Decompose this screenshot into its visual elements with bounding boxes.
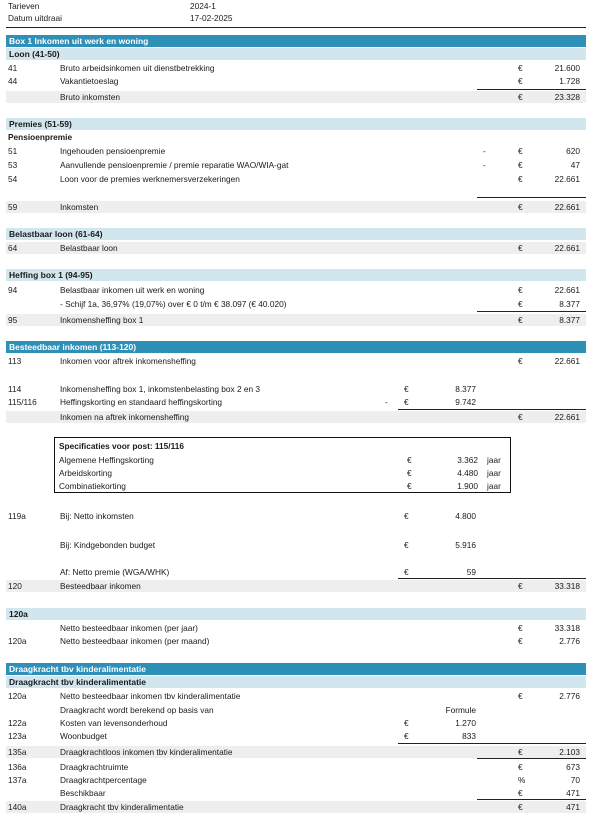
euro-sign: € xyxy=(518,63,523,73)
subsection-heffing: Heffing box 1 (94-95) xyxy=(6,269,586,281)
row-amount: 21.600 xyxy=(554,63,580,73)
euro-sign: € xyxy=(518,202,523,212)
spec-box xyxy=(54,437,511,493)
euro-sign: € xyxy=(404,511,409,521)
spec-amount: 4.480 xyxy=(457,468,478,478)
table-row xyxy=(6,730,586,742)
euro-sign: € xyxy=(407,468,412,478)
subheading-text: Pensioenpremie xyxy=(8,132,73,142)
row-code: 51 xyxy=(8,146,18,156)
sum-line xyxy=(477,197,586,198)
row-amount: 23.328 xyxy=(554,92,580,102)
euro-sign: € xyxy=(518,412,523,422)
table-row xyxy=(6,761,586,773)
table-row xyxy=(6,622,586,634)
row-desc: Belastbaar inkomen uit werk en woning xyxy=(60,285,205,295)
row-amount: 47 xyxy=(570,160,580,170)
spec-title: Specificaties voor post: 115/116 xyxy=(59,441,184,451)
table-row xyxy=(6,173,586,185)
row-amount: 70 xyxy=(570,775,580,785)
euro-sign: € xyxy=(518,146,523,156)
row-desc: Beschikbaar xyxy=(60,788,106,798)
row-amount: 22.661 xyxy=(554,356,580,366)
subsection-premies: Premies (51-59) xyxy=(6,118,586,130)
row-amount: 833 xyxy=(462,731,476,741)
euro-sign: € xyxy=(518,315,523,325)
row-code: 135a xyxy=(8,747,27,757)
row-code: 41 xyxy=(8,63,18,73)
spec-desc: Arbeidskorting xyxy=(59,468,113,478)
total-row xyxy=(6,314,586,326)
row-code: 140a xyxy=(8,802,27,812)
sum-line xyxy=(477,89,586,90)
row-code: 115/116 xyxy=(8,397,37,407)
spec-desc: Algemene Heffingskorting xyxy=(59,455,154,465)
row-amount: 9.742 xyxy=(455,397,476,407)
row-amount: 2.776 xyxy=(559,636,580,646)
row-desc: Draagkracht wordt berekend op basis van xyxy=(60,705,214,715)
row-amount: 59 xyxy=(466,567,476,577)
table-row xyxy=(6,383,586,395)
table-row xyxy=(6,298,586,310)
euro-sign: € xyxy=(518,788,523,798)
spec-title-row xyxy=(59,440,513,452)
percent-sign: % xyxy=(518,775,526,785)
sum-line xyxy=(477,311,586,312)
sum-line xyxy=(398,743,586,744)
table-row xyxy=(6,566,586,578)
header-divider xyxy=(6,27,586,28)
row-amount: 673 xyxy=(566,762,580,772)
datum-row xyxy=(6,12,586,24)
spec-desc: Combinatiekorting xyxy=(59,481,126,491)
euro-sign: € xyxy=(518,356,523,366)
euro-sign: € xyxy=(404,718,409,728)
euro-sign: € xyxy=(518,762,523,772)
row-amount: 471 xyxy=(566,802,580,812)
total-row xyxy=(6,411,586,423)
total-row xyxy=(6,580,586,592)
row-desc: Netto besteedbaar inkomen (per jaar) xyxy=(60,623,198,633)
table-row xyxy=(6,284,586,296)
sum-line xyxy=(477,799,586,800)
row-code: 123a xyxy=(8,731,27,741)
spec-row xyxy=(59,467,513,479)
spec-unit: jaar xyxy=(487,481,501,491)
euro-sign: € xyxy=(518,92,523,102)
table-row xyxy=(6,159,586,171)
row-desc: Bruto arbeidsinkomen uit dienstbetrekking xyxy=(60,63,215,73)
spec-amount: 1.900 xyxy=(457,481,478,491)
row-amount: 8.377 xyxy=(559,315,580,325)
euro-sign: € xyxy=(404,384,409,394)
table-row xyxy=(6,704,586,716)
row-code: 64 xyxy=(8,243,18,253)
row-amount: 471 xyxy=(566,788,580,798)
row-amount: 2.103 xyxy=(559,747,580,757)
row-desc: Bij: Netto inkomsten xyxy=(60,511,134,521)
row-code: 119a xyxy=(8,511,26,521)
row-code: 53 xyxy=(8,160,18,170)
sum-line xyxy=(398,578,586,579)
euro-sign: € xyxy=(518,636,523,646)
subsection-draagkracht: Draagkracht tbv kinderalimentatie xyxy=(6,676,586,688)
row-code: 120 xyxy=(8,581,22,591)
row-desc: Draagkrachtpercentage xyxy=(60,775,147,785)
euro-sign: € xyxy=(518,623,523,633)
row-desc: Belastbaar loon xyxy=(60,243,118,253)
row-amount: 1.728 xyxy=(559,76,580,86)
euro-sign: € xyxy=(407,481,412,491)
row-desc: Woonbudget xyxy=(60,731,107,741)
row-amount: 22.661 xyxy=(554,174,580,184)
section-box1-title: Box 1 Inkomen uit werk en woning xyxy=(6,35,586,47)
row-desc: Ingehouden pensioenpremie xyxy=(60,146,166,156)
total-row xyxy=(6,91,586,103)
spec-amount: 3.362 xyxy=(457,455,478,465)
datum-label: Datum uitdraai xyxy=(8,13,62,23)
row-desc: Af: Netto premie (WGA/WHK) xyxy=(60,567,170,577)
row-code: 137a xyxy=(8,775,27,785)
euro-sign: € xyxy=(518,76,523,86)
row-desc: Vakantietoeslag xyxy=(60,76,119,86)
table-row xyxy=(6,62,586,74)
section-besteedbaar-title: Besteedbaar inkomen (113-120) xyxy=(6,341,586,353)
row-amount: 22.661 xyxy=(554,412,580,422)
subsection-120a: 120a xyxy=(6,608,586,620)
row-desc: Netto besteedbaar inkomen tbv kinderalimentatie xyxy=(60,691,241,701)
row-amount: 1.270 xyxy=(455,718,476,728)
table-row xyxy=(6,396,586,408)
euro-sign: € xyxy=(407,455,412,465)
minus-sign: - xyxy=(385,397,388,407)
row-amount: 22.661 xyxy=(554,202,580,212)
spec-row xyxy=(59,480,513,492)
minus-sign: - xyxy=(483,146,486,156)
row-amount: 8.377 xyxy=(559,299,580,309)
euro-sign: € xyxy=(404,731,409,741)
table-row xyxy=(6,510,586,522)
row-amount: 8.377 xyxy=(455,384,476,394)
row-desc: Inkomen na aftrek inkomensheffing xyxy=(60,412,189,422)
euro-sign: € xyxy=(518,243,523,253)
euro-sign: € xyxy=(404,567,409,577)
euro-sign: € xyxy=(518,160,523,170)
row-desc: Inkomensheffing box 1, inkomstenbelasting box 2 en 3 xyxy=(60,384,261,394)
euro-sign: € xyxy=(518,691,523,701)
euro-sign: € xyxy=(518,747,523,757)
row-desc: Inkomsten xyxy=(60,202,99,212)
tarieven-value: 2024-1 xyxy=(190,1,216,11)
total-row xyxy=(6,201,586,213)
row-desc: Inkomensheffing box 1 xyxy=(60,315,144,325)
table-row xyxy=(6,355,586,367)
tarieven-row xyxy=(6,0,586,12)
basis-value: Formule xyxy=(445,705,476,715)
row-desc: Draagkrachtloos inkomen tbv kinderalimentatie xyxy=(60,747,233,757)
row-desc: Aanvullende pensioenpremie / premie reparatie WAO/WIA-gat xyxy=(60,160,289,170)
spec-unit: jaar xyxy=(487,468,501,478)
euro-sign: € xyxy=(404,540,409,550)
row-amount: 33.318 xyxy=(554,623,580,633)
row-amount: 33.318 xyxy=(554,581,580,591)
sum-line xyxy=(477,758,586,759)
datum-value: 17-02-2025 xyxy=(190,13,233,23)
row-code: 59 xyxy=(8,202,18,212)
row-amount: 620 xyxy=(566,146,580,156)
row-code: 113 xyxy=(8,356,22,366)
spec-row xyxy=(59,454,513,466)
table-row xyxy=(6,690,586,702)
row-code: 122a xyxy=(8,718,27,728)
row-desc: Besteedbaar inkomen xyxy=(60,581,141,591)
euro-sign: € xyxy=(404,397,409,407)
table-row xyxy=(6,717,586,729)
tarieven-label: Tarieven xyxy=(8,1,40,11)
spec-unit: jaar xyxy=(487,455,501,465)
table-row xyxy=(6,145,586,157)
euro-sign: € xyxy=(518,802,523,812)
minus-sign: - xyxy=(483,160,486,170)
row-desc: Kosten van levensonderhoud xyxy=(60,718,168,728)
row-code: 94 xyxy=(8,285,18,295)
pensioenpremie-heading xyxy=(6,131,586,143)
row-code: 120a xyxy=(8,636,27,646)
row-desc: Bij: Kindgebonden budget xyxy=(60,540,156,550)
row-amount: 5.916 xyxy=(455,540,476,550)
euro-sign: € xyxy=(518,581,523,591)
euro-sign: € xyxy=(518,285,523,295)
total-row xyxy=(6,242,586,254)
row-code: 44 xyxy=(8,76,18,86)
row-desc: Draagkracht tbv kinderalimentatie xyxy=(60,802,184,812)
row-desc: Draagkrachtruimte xyxy=(60,762,129,772)
row-desc: Netto besteedbaar inkomen (per maand) xyxy=(60,636,210,646)
euro-sign: € xyxy=(518,299,523,309)
row-desc: - Schijf 1a, 36,97% (19,07%) over € 0 t/m € 38.097 (€ 40.020) xyxy=(60,299,287,309)
row-desc: Loon voor de premies werknemersverzekeringen xyxy=(60,174,240,184)
row-desc: Bruto inkomsten xyxy=(60,92,120,102)
table-row xyxy=(6,75,586,87)
table-row xyxy=(6,635,586,647)
row-desc: Inkomen voor aftrek inkomensheffing xyxy=(60,356,196,366)
table-row xyxy=(6,774,586,786)
row-code: 114 xyxy=(8,384,22,394)
total-row xyxy=(6,746,586,758)
section-draagkracht-title: Draagkracht tbv kinderalimentatie xyxy=(6,663,586,675)
subsection-loon: Loon (41-50) xyxy=(6,48,586,60)
euro-sign: € xyxy=(518,174,523,184)
sum-line xyxy=(398,409,586,410)
row-code: 95 xyxy=(8,315,18,325)
row-code: 136a xyxy=(8,762,27,772)
subsection-belastbaar: Belastbaar loon (61-64) xyxy=(6,228,586,240)
row-amount: 22.661 xyxy=(554,243,580,253)
table-row xyxy=(6,787,586,799)
row-code: 120a xyxy=(8,691,27,701)
table-row xyxy=(6,539,586,551)
row-amount: 2.776 xyxy=(559,691,580,701)
total-row xyxy=(6,801,586,813)
row-desc: Heffingskorting en standaard heffingskorting xyxy=(60,397,223,407)
row-amount: 22.661 xyxy=(554,285,580,295)
row-amount: 4.800 xyxy=(455,511,476,521)
row-code: 54 xyxy=(8,174,18,184)
